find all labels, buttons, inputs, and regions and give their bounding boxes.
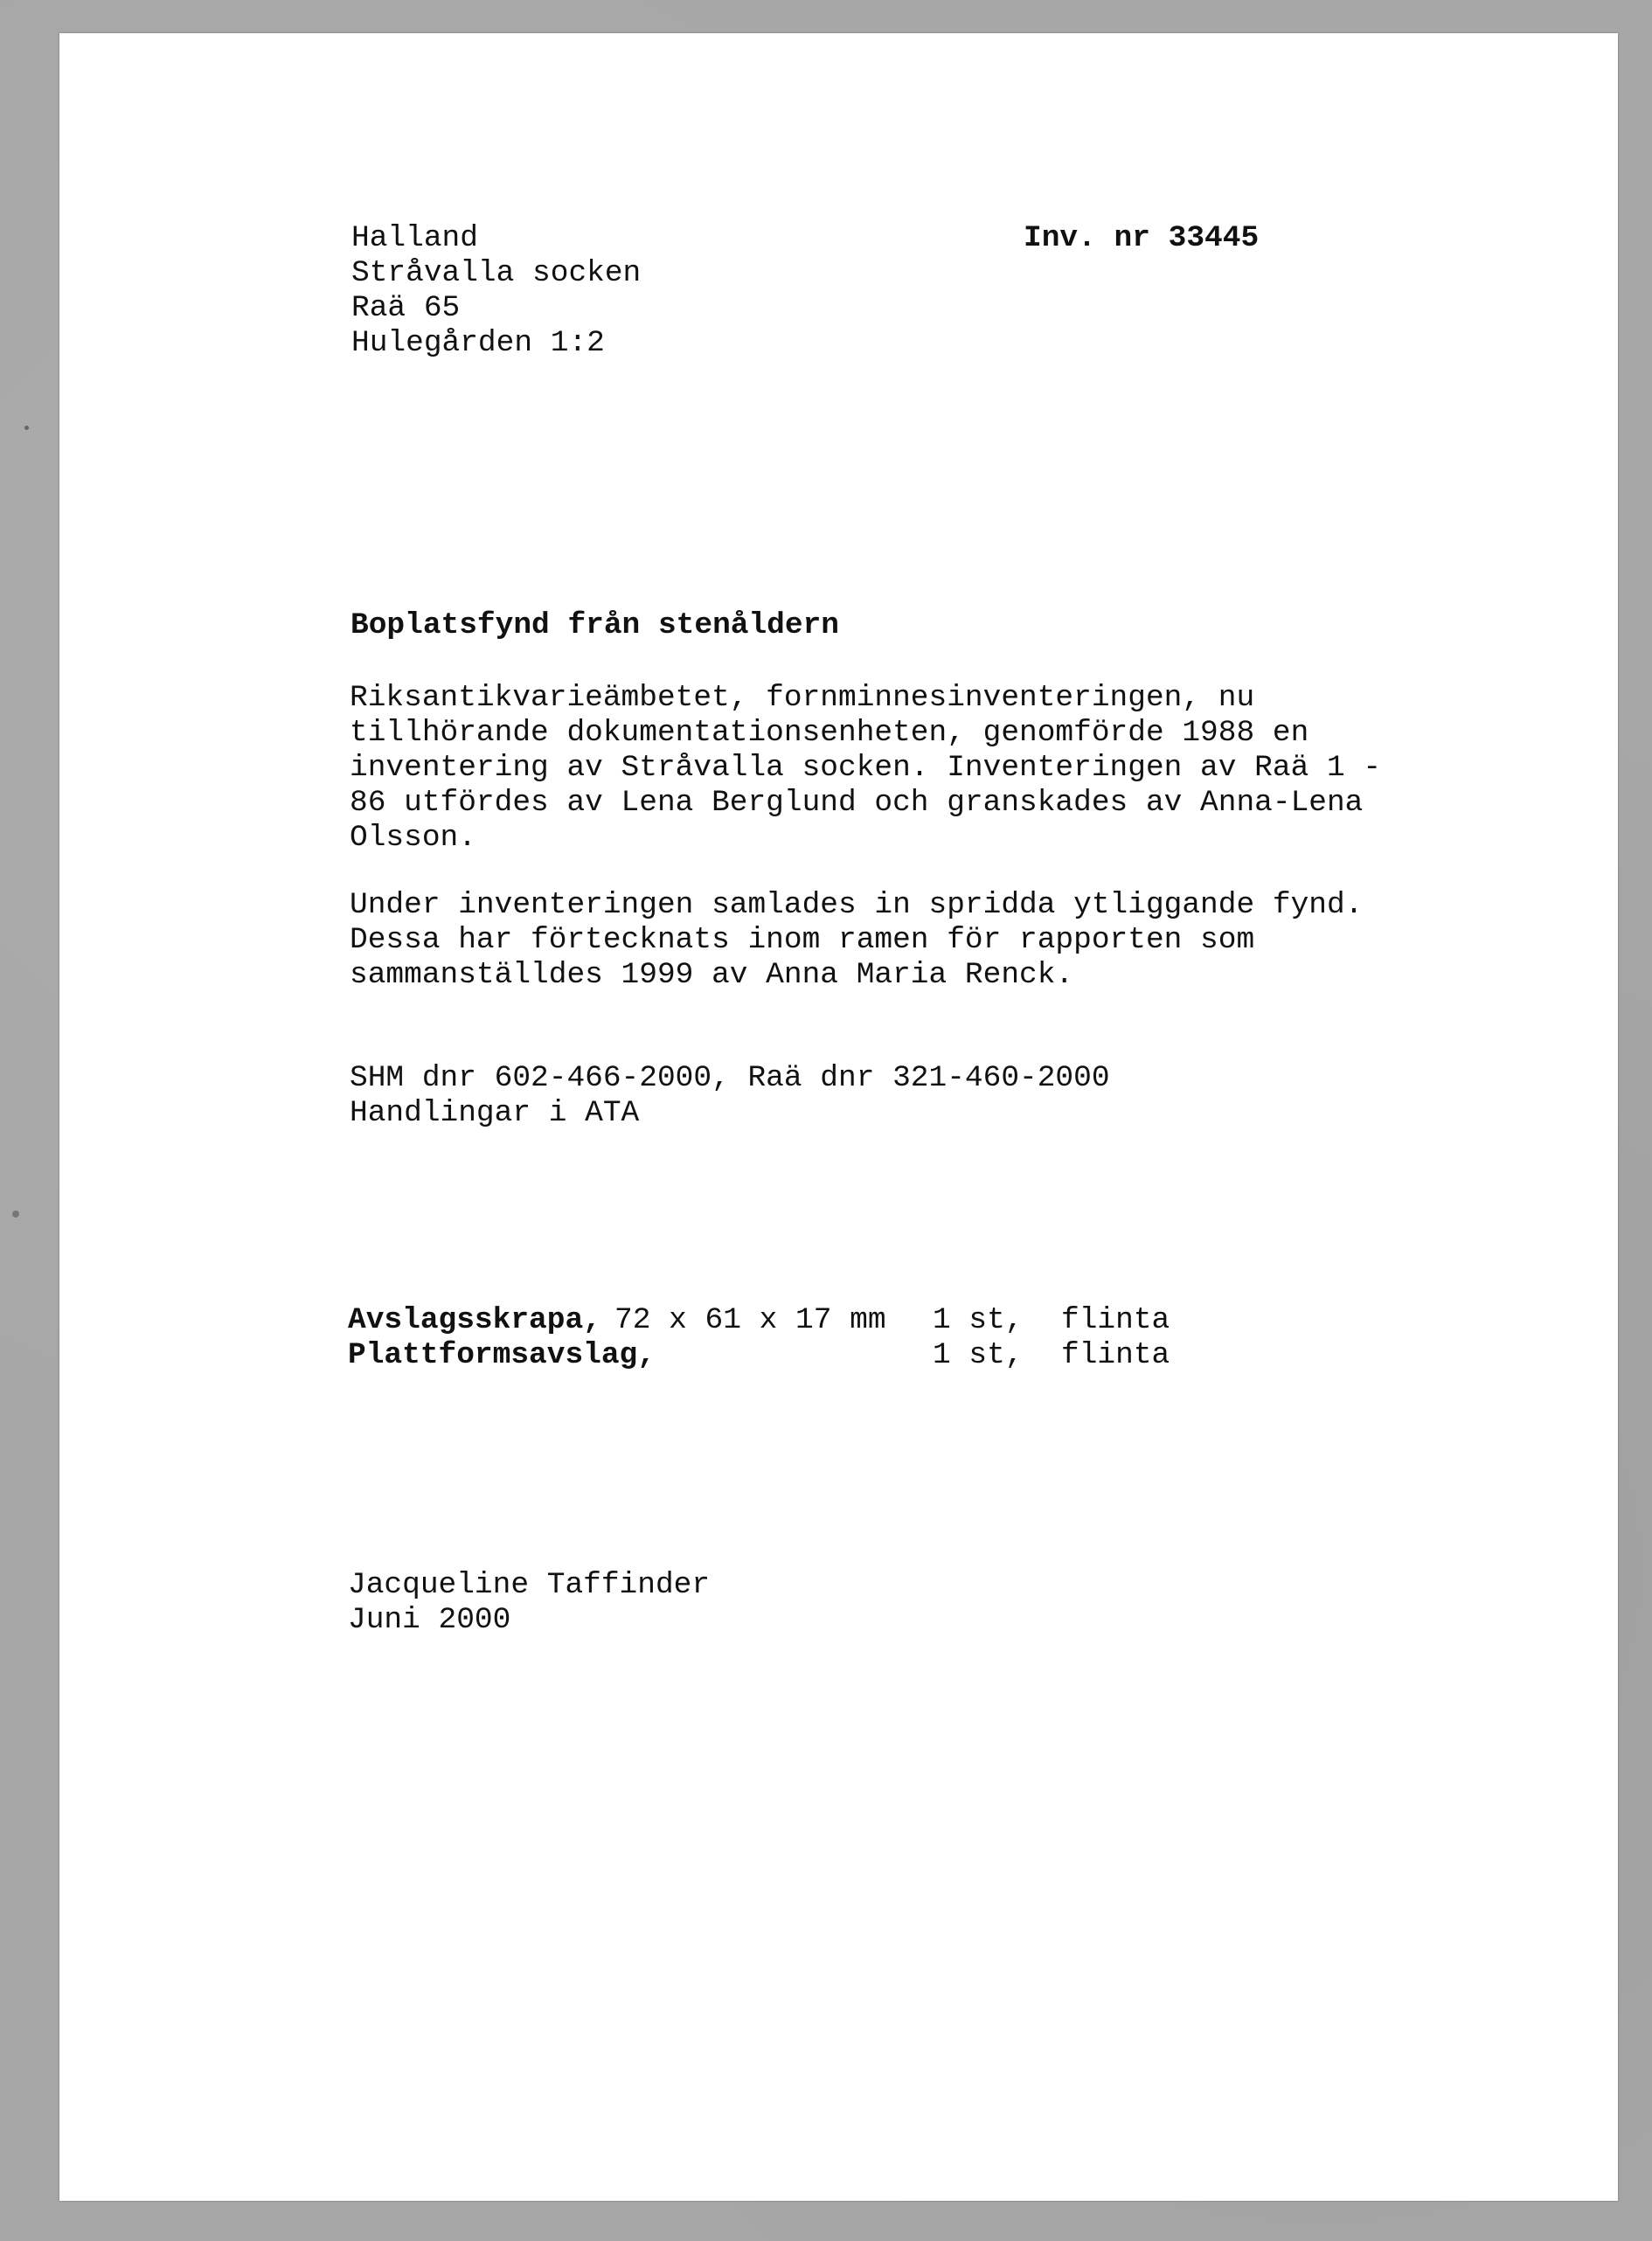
scan-dust-speck	[12, 1211, 19, 1218]
location-block	[351, 221, 641, 361]
document-page	[59, 33, 1618, 2201]
paragraph-line: sammanställdes 1999 av Anna Maria Renck.	[350, 958, 1074, 992]
scan-dust-speck	[24, 426, 29, 430]
parish: Stråvalla socken	[351, 256, 642, 290]
find-material: flinta	[1061, 1303, 1170, 1337]
reference-line: Handlingar i ATA	[350, 1096, 640, 1130]
signature-name: Jacqueline Taffinder	[348, 1568, 711, 1602]
inventory-number: Inv. nr 33445	[1024, 221, 1260, 255]
paragraph-line: Riksantikvarieämbetet, fornminnesinventeringen, nu	[350, 681, 1255, 715]
find-dimensions: 72 x 61 x 17 mm	[614, 1303, 886, 1337]
paragraph-line: Dessa har förtecknats inom ramen för rapporten som	[350, 923, 1255, 957]
signature-block	[348, 1568, 710, 1638]
find-material: flinta	[1061, 1338, 1170, 1372]
find-name: Avslagsskrapa,	[348, 1303, 601, 1337]
paragraph-line: inventering av Stråvalla socken. Inventeringen av Raä 1 -	[350, 751, 1382, 785]
property: Hulegården 1:2	[351, 326, 605, 360]
reference-line: SHM dnr 602-466-2000, Raä dnr 321-460-2000	[350, 1061, 1110, 1095]
raa-number: Raä 65	[351, 291, 461, 325]
paragraph-line: tillhörande dokumentationsenheten, genomförde 1988 en	[350, 716, 1309, 750]
find-count: 1 st,	[933, 1338, 1024, 1372]
paragraph-findings	[350, 888, 1363, 993]
paragraph-line: 86 utfördes av Lena Berglund och granskades av Anna-Lena	[350, 786, 1364, 820]
county: Halland	[351, 221, 478, 255]
paragraph-line: Olsson.	[350, 821, 476, 855]
document-heading: Boplatsfynd från stenåldern	[351, 608, 839, 642]
paragraph-line: Under inventeringen samlades in spridda ytliggande fynd.	[350, 888, 1364, 922]
references-block	[350, 1061, 1110, 1131]
signature-date: Juni 2000	[348, 1603, 511, 1637]
find-count: 1 st,	[933, 1303, 1024, 1337]
paragraph-inventory	[350, 681, 1381, 856]
find-name: Plattformsavslag,	[348, 1338, 656, 1372]
